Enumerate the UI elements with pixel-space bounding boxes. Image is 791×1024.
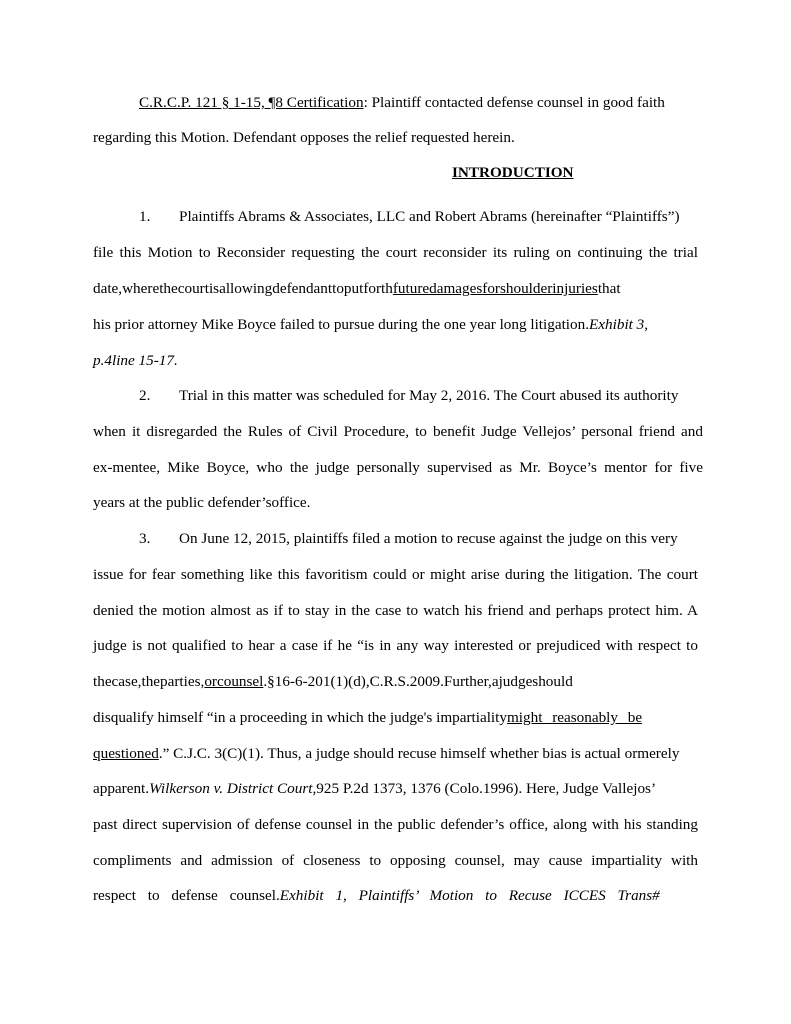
paragraph-3-line-4: judge is not qualified to hear a case if he “is in any way interested or prejudiced with respect to (93, 637, 698, 654)
paragraph-3-line-2: issue for fear something like this favoritism could or might arise during the litigation. The court (93, 566, 698, 583)
paragraph-1-line-1 (139, 208, 698, 226)
paragraph-3-line-8 (93, 780, 698, 798)
paragraph-2-line-3: ex-mentee, Mike Boyce, who the judge personally supervised as Mr. Boyce’s mentor for five (93, 459, 703, 476)
certification-text: : Plaintiff contacted defense counsel in good faith (363, 94, 665, 111)
paragraph-1-line-2: file this Motion to Reconsider requesting the court reconsider its ruling on continuing the trial (93, 244, 698, 261)
exhibit-1-citation: Exhibit 1, Plaintiffs’ Motion to Recuse ICCES Trans# (279, 887, 660, 904)
paragraph-1-line-4 (93, 316, 698, 334)
paragraph-2-line-1 (139, 387, 703, 405)
paragraph-1-line-3 (93, 280, 698, 298)
paragraph-3-underlined-phrase: might reasonably be (506, 709, 643, 726)
certification-line-1 (139, 94, 699, 112)
paragraph-3-line-3: denied the motion almost as if to stay in the case to watch his friend and perhaps protect him. A (93, 602, 698, 619)
paragraph-1-line-3-text: date,wherethecourtisallowingdefendanttoputforth (93, 280, 393, 297)
paragraph-1-underlined: futuredamagesforshoulderinjuries (392, 280, 598, 297)
section-heading: INTRODUCTION (452, 164, 574, 181)
paragraph-3-line-6-text: disqualify himself “in a proceeding in which the judge's impartiality (93, 709, 507, 726)
paragraph-3-line-1 (139, 530, 698, 548)
paragraph-3-number: 3. (139, 530, 151, 547)
paragraph-3-line-9: past direct supervision of defense counsel in the public defender’s office, along with his standing (93, 816, 698, 833)
paragraph-1-line-3-tail: that (597, 280, 621, 297)
paragraph-3-line-7 (93, 745, 698, 763)
paragraph-3-line-10: compliments and admission of closeness to opposing counsel, may cause impartiality with (93, 852, 698, 869)
case-citation: Wilkerson v. District Court, (149, 780, 317, 797)
certification-line-2: regarding this Motion. Defendant opposes the relief requested herein. (93, 129, 515, 146)
paragraph-3-underlined-counsel: orcounsel (204, 673, 264, 690)
paragraph-2-text: Trial in this matter was scheduled for May 2, 2016. The Court abused its authority (179, 387, 679, 404)
paragraph-2-line-4: years at the public defender’soffice. (93, 494, 311, 511)
paragraph-2-number: 2. (139, 387, 151, 404)
paragraph-3-text: On June 12, 2015, plaintiffs filed a motion to recuse against the judge on this very (179, 530, 678, 547)
paragraph-1-line-5: p.4line 15-17. (93, 352, 178, 369)
paragraph-1-text: Plaintiffs Abrams & Associates, LLC and Robert Abrams (hereinafter “Plaintiffs”) (179, 208, 680, 225)
paragraph-3-line-11 (93, 887, 668, 905)
paragraph-3-line-8-tail: 925 P.2d 1373, 1376 (Colo.1996). Here, Judge Vallejos’ (316, 780, 657, 797)
certification-label: C.R.C.P. 121 § 1-15, ¶8 Certification (139, 94, 364, 111)
paragraph-3-line-8-text: apparent. (93, 780, 150, 797)
exhibit-citation: Exhibit 3, (589, 316, 649, 333)
paragraph-3-line-11-text: respect to defense counsel. (93, 887, 280, 904)
paragraph-2-line-2: when it disregarded the Rules of Civil Procedure, to benefit Judge Vellejos’ personal friend and (93, 423, 703, 440)
paragraph-3-line-7-text: .” C.J.C. 3(C)(1). Thus, a judge should recuse himself whether bias is actual ormerely (158, 745, 680, 762)
paragraph-3-line-5-text: thecase,theparties, (93, 673, 205, 690)
paragraph-3-underlined-questioned: questioned (93, 745, 159, 762)
paragraph-3-line-6 (93, 709, 698, 727)
paragraph-1-line-4-text: his prior attorney Mike Boyce failed to pursue during the one year long litigation. (93, 316, 590, 333)
paragraph-1-number: 1. (139, 208, 151, 225)
paragraph-3-statute-citation: .§16-6-201(1)(d),C.R.S.2009.Further,ajudgeshould (263, 673, 573, 690)
paragraph-3-line-5 (93, 673, 698, 691)
